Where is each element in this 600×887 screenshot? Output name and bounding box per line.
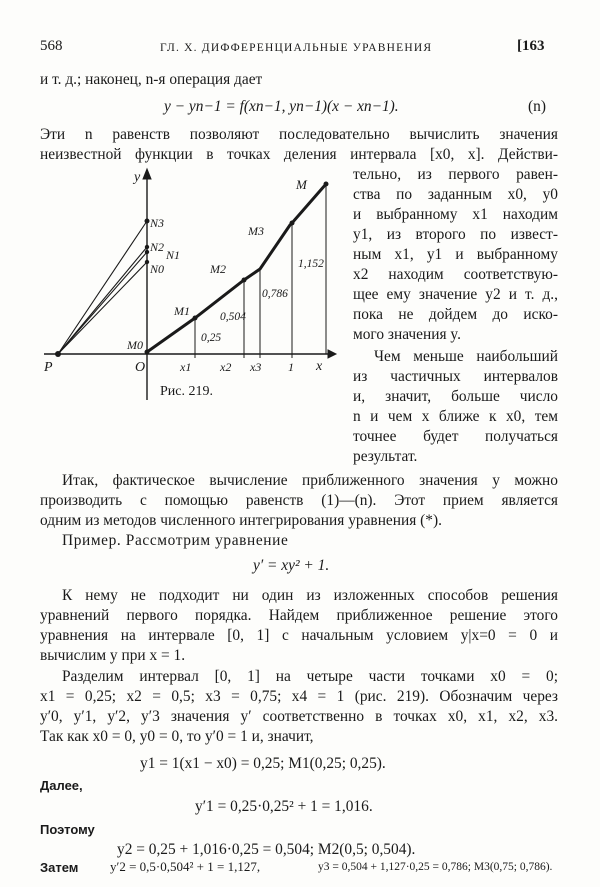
running-title: ГЛ. X. ДИФФЕРЕНЦИАЛЬНЫЕ УРАВНЕНИЯ	[160, 42, 433, 54]
label-N0: N0	[150, 262, 165, 276]
equation-n: y − yn−1 = f(xn−1, yn−1)(x − xn−1).	[164, 98, 399, 115]
point-M3	[290, 221, 295, 226]
text-line: мого значения y.	[353, 326, 461, 343]
label-x2: x2	[220, 360, 232, 374]
label-M: M	[296, 177, 307, 192]
point-M1	[193, 316, 198, 321]
point-N2	[145, 245, 149, 249]
equation-main: y′ = xy² + 1.	[253, 557, 330, 574]
label-M0: M0	[127, 338, 143, 352]
text-line: Итак, фактическое вычисление приближенного значения y можно	[62, 472, 558, 489]
page-number: 568	[40, 38, 63, 54]
point-N0	[145, 260, 149, 264]
label-M3: M3	[248, 224, 264, 238]
label-N3: N3	[150, 216, 165, 230]
text-line: и выбранному x1 находим	[353, 206, 558, 223]
figure-caption: Рис. 219.	[160, 384, 213, 399]
text-line: уравнения на интервале [0, 1] с начальным условием y|x=0 = 0 и	[40, 627, 558, 644]
text-line: точнее будет получаться	[353, 428, 558, 445]
text-line: ным x1, y1 и выбранному	[353, 246, 558, 263]
text-line: Так как x0 = 0, y0 = 0, то y′0 = 1 и, значит,	[40, 728, 314, 745]
text-line: n и чем x ближе к x0, тем	[353, 408, 558, 425]
label-N1: N1	[166, 248, 181, 262]
text-line: пока не дойдем до иско-	[353, 306, 558, 323]
text-line: вычислим y при x = 1.	[40, 647, 186, 664]
text-line: производить с помощью равенств (1)—(n). Этот прием является	[40, 492, 558, 509]
point-M0	[145, 350, 150, 355]
text-line: x2 находим соответствую-	[353, 266, 558, 283]
text-line: Эти n равенств позволяют последовательно вычислить значения	[40, 126, 558, 143]
text-line: К нему не подходит ни один из изложенных способов решения	[62, 587, 558, 604]
text-line: y1, из второго по извест-	[353, 226, 558, 243]
text-line: неизвестной функции в точках деления интервала [x0, x]. Действи-	[40, 146, 558, 163]
label-x: x	[316, 359, 323, 374]
text-line: Поэтому	[40, 822, 95, 837]
label-x1: x1	[180, 360, 192, 374]
text-line: щее ему значение y2 и т. д.,	[353, 286, 558, 303]
text-line: и, значит, больше число	[353, 388, 558, 405]
figure-219	[40, 165, 340, 405]
point-P	[55, 351, 61, 357]
text-line: y′0, y′1, y′2, y′3 значения y′ соответственно в точках x0, x1, x2, x3.	[40, 708, 558, 725]
text-line: Разделим интервал [0, 1] на четыре части точками x0 = 0;	[62, 668, 558, 685]
point-N3	[145, 219, 150, 224]
text-line: одним из методов численного интегрирования уравнения (*).	[40, 512, 442, 529]
label-N2: N2	[150, 240, 165, 254]
text-line: уравнений первого порядка. Найдем приближенное решение этого	[40, 607, 558, 624]
value-label: 0,786	[262, 288, 288, 300]
text-line: Затем	[40, 860, 79, 875]
equation-5: y3 = 0,504 + 1,127·0,25 = 0,786; M3(0,75; 0,786).	[318, 861, 553, 873]
text-line: результат.	[353, 448, 418, 465]
equation-tag: (n)	[528, 98, 546, 115]
value-label: 0,25	[201, 332, 222, 344]
value-label: 1,152	[298, 258, 324, 270]
label-x3: x3	[250, 360, 262, 374]
text-line: и т. д.; наконец, n-я операция дает	[40, 71, 263, 88]
text-line: ства по заданным x0, y0	[353, 186, 558, 203]
x-axis-arrow-icon	[328, 350, 336, 358]
line-P-N3	[58, 221, 147, 354]
point-M2	[242, 278, 247, 283]
text-line: x1 = 0,25; x2 = 0,5; x3 = 0,75; x4 = 1 (рис. 219). Обозначим через	[40, 688, 558, 705]
label-one: 1	[288, 360, 294, 374]
text-line: из частичных интервалов	[353, 368, 558, 385]
label-M1: M1	[174, 304, 190, 318]
point-M	[324, 182, 329, 187]
text-line: Чем меньше наибольший	[374, 348, 558, 365]
text-line: Пример. Рассмотрим уравнение	[62, 532, 289, 549]
equation-3: y2 = 0,25 + 1,016·0,25 = 0,504; M2(0,5; 0,504).	[117, 841, 416, 858]
label-y: y	[134, 170, 141, 185]
equation-1: y1 = 1(x1 − x0) = 0,25; M1(0,25; 0,25).	[140, 755, 386, 772]
label-O: O	[135, 360, 146, 375]
section-ref: [163	[517, 38, 545, 54]
equation-4: y′2 = 0,5·0,504² + 1 = 1,127,	[110, 859, 261, 874]
y-axis-arrow-icon	[143, 169, 151, 179]
value-label: 0,504	[220, 311, 246, 323]
equation-2: y′1 = 0,25·0,25² + 1 = 1,016.	[195, 798, 373, 815]
label-P: P	[44, 360, 53, 375]
text-line: Далее,	[40, 778, 83, 793]
text-line: тельно, из первого равен-	[353, 166, 558, 183]
label-M2: M2	[210, 262, 226, 276]
point-N1	[145, 250, 149, 254]
